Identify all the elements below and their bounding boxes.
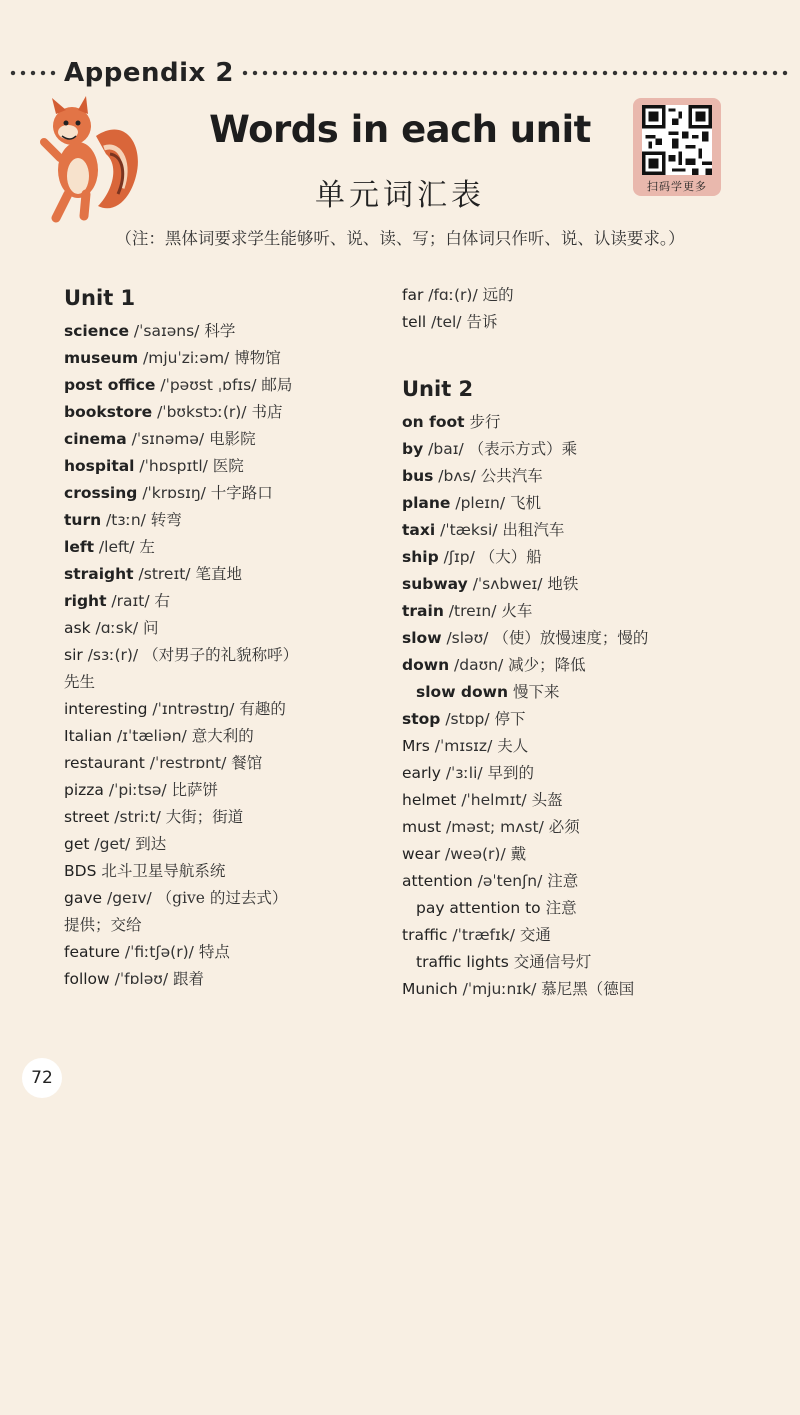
- entry-phonetic: /pleɪn/: [450, 494, 510, 512]
- entry-phonetic: /mjuˈziːəm/: [138, 349, 235, 367]
- entry-meaning: 步行: [469, 413, 501, 431]
- entry-phonetic: /ˈrestrɒnt/: [144, 754, 232, 772]
- entry-word: slow down: [416, 683, 509, 701]
- entry-phonetic: /ˈsaɪəns/: [128, 322, 205, 340]
- entry-word: early: [402, 764, 441, 782]
- entry-phonetic: /əˈtenʃn/: [472, 872, 548, 890]
- entry-phonetic: /ˈpəʊst ˌɒfɪs/: [155, 376, 262, 394]
- entry-phonetic: /ˈpiːtsə/: [103, 781, 172, 799]
- entry-meaning: 问: [142, 619, 159, 637]
- entry-meaning: 火车: [501, 602, 533, 620]
- vocab-entry: [64, 966, 368, 993]
- entry-meaning: 电影院: [209, 430, 256, 448]
- instruction-note: （注：黑体词要求学生能够听、说、读、写；白体词只作听、说、认读要求。）: [115, 229, 685, 248]
- entry-phonetic: /ˈɜːli/: [440, 764, 488, 782]
- entry-meaning: 注意: [545, 899, 577, 917]
- entry-meaning: 医院: [212, 457, 244, 475]
- entry-meaning: （give 的过去式）: [156, 889, 288, 907]
- entry-meaning: 博物馆: [234, 349, 281, 367]
- qr-badge[interactable]: [633, 98, 721, 196]
- entry-meaning: 告诉: [466, 313, 498, 331]
- entry-meaning: 右: [154, 592, 171, 610]
- entry-meaning: 飞机: [510, 494, 542, 512]
- entry-word: wear: [402, 845, 441, 863]
- entry-phonetic: /weə(r)/: [440, 845, 511, 863]
- entry-word: pay attention to: [416, 899, 541, 917]
- entry-meaning: 左: [139, 538, 155, 556]
- entry-meaning: 慢下来: [512, 683, 560, 701]
- dotted-rule-right: [240, 69, 792, 77]
- entry-phonetic: /ˈsɪnəmə/: [126, 430, 210, 448]
- entry-word: Italian: [64, 727, 113, 745]
- entry-meaning: 戴: [510, 845, 527, 863]
- entry-phonetic: /ˈtæksi/: [435, 521, 503, 539]
- entry-meaning: 笔直地: [195, 565, 242, 583]
- entry-phonetic: /baɪ/: [423, 440, 469, 458]
- entry-phonetic: /raɪt/: [106, 592, 155, 610]
- appendix-header: [8, 56, 792, 90]
- entry-word: science: [64, 322, 129, 340]
- entry-meaning: 北斗卫星导航系统: [101, 862, 226, 880]
- qr-label: 扫码学更多: [647, 180, 707, 193]
- entry-word: subway: [402, 575, 468, 593]
- entry-word: street: [64, 808, 110, 826]
- entry-phonetic: /ʃɪp/: [438, 548, 480, 566]
- entry-meaning: （表示方式）乘: [468, 440, 578, 458]
- entry-phonetic: /ˈhelmɪt/: [456, 791, 532, 809]
- unit-1-word-list: [64, 318, 368, 993]
- entry-phonetic: /left/: [93, 538, 140, 556]
- entry-word: must: [402, 818, 442, 836]
- entry-phonetic: /daʊn/: [449, 656, 509, 674]
- entry-meaning: 减少；降低: [508, 656, 586, 674]
- entry-word: cinema: [64, 430, 127, 448]
- entry-meaning: 早到的: [487, 764, 535, 782]
- unit-1-heading: Unit 1: [64, 286, 136, 310]
- entry-word: plane: [402, 494, 451, 512]
- page-subtitle: 单元词汇表: [315, 178, 485, 213]
- entry-word: helmet: [402, 791, 457, 809]
- entry-phonetic: /məst; mʌst/: [441, 818, 549, 836]
- entry-meaning: 提供；交给: [64, 916, 142, 934]
- entry-phonetic: /sɜː(r)/: [82, 646, 144, 664]
- entry-phonetic: /treɪn/: [443, 602, 502, 620]
- entry-word: feature: [64, 943, 120, 961]
- entry-word: right: [64, 592, 107, 610]
- entry-phonetic: /ˈhɒspɪtl/: [134, 457, 213, 475]
- entry-word: traffic lights: [416, 953, 509, 971]
- entry-word: stop: [402, 710, 441, 728]
- entry-phonetic: /bʌs/: [433, 467, 481, 485]
- entry-word: Mrs: [402, 737, 430, 755]
- entry-word: far: [402, 286, 424, 304]
- entry-phonetic: /fɑː(r)/: [423, 286, 483, 304]
- page-title: Words in each unit: [209, 108, 591, 151]
- entry-word: left: [64, 538, 94, 556]
- entry-word: turn: [64, 511, 102, 529]
- entry-phonetic: /ˈbʊkstɔː(r)/: [152, 403, 252, 421]
- entry-meaning: 头盔: [531, 791, 563, 809]
- vocab-entry: [402, 976, 720, 1003]
- entry-word: slow: [402, 629, 442, 647]
- entry-word: follow: [64, 970, 110, 988]
- entry-phonetic: /ˈtræfɪk/: [447, 926, 520, 944]
- entry-meaning: 慕尼黑（德国: [541, 980, 635, 998]
- entry-word: museum: [64, 349, 139, 367]
- qr-code-icon[interactable]: [642, 105, 712, 175]
- entry-word: sir: [64, 646, 83, 664]
- entry-word: Munich: [402, 980, 458, 998]
- entry-word: hospital: [64, 457, 135, 475]
- left-column: [64, 282, 368, 993]
- entry-phonetic: /ˈmɪsɪz/: [429, 737, 498, 755]
- entry-meaning: 地铁: [547, 575, 579, 593]
- entry-meaning: 比萨饼: [171, 781, 219, 799]
- entry-phonetic: /ɪˈtæliən/: [112, 727, 192, 745]
- entry-word: traffic: [402, 926, 448, 944]
- entry-word: taxi: [402, 521, 436, 539]
- entry-meaning: （使）放慢速度；慢的: [493, 629, 649, 647]
- entry-meaning: 公共汽车: [480, 467, 543, 485]
- entry-phonetic: /tel/: [426, 313, 467, 331]
- entry-word: down: [402, 656, 450, 674]
- unit-2-heading: Unit 2: [402, 377, 474, 401]
- page-number: 72: [22, 1058, 62, 1098]
- entry-meaning: 跟着: [173, 970, 205, 988]
- entry-word: BDS: [64, 862, 97, 880]
- entry-meaning: 书店: [251, 403, 283, 421]
- entry-word: bookstore: [64, 403, 153, 421]
- entry-word: attention: [402, 872, 473, 890]
- entry-word: get: [64, 835, 90, 853]
- entry-meaning: 夫人: [497, 737, 529, 755]
- entry-phonetic: /ɑːsk/: [90, 619, 143, 637]
- entry-word: interesting: [64, 700, 148, 718]
- entry-phonetic: /get/: [89, 835, 136, 853]
- entry-phonetic: /streɪt/: [133, 565, 196, 583]
- right-column: [402, 282, 720, 1003]
- entry-word: restaurant: [64, 754, 145, 772]
- entry-meaning: 远的: [482, 286, 514, 304]
- entry-meaning: 意大利的: [191, 727, 254, 745]
- unit-2-word-list: [402, 409, 720, 1003]
- entry-phonetic: /ˈkrɒsɪŋ/: [137, 484, 211, 502]
- entry-phonetic: /ˈmjuːnɪk/: [457, 980, 542, 998]
- entry-phonetic: /sləʊ/: [441, 629, 494, 647]
- entry-word: pizza: [64, 781, 104, 799]
- entry-meaning: 到达: [135, 835, 167, 853]
- entry-meaning: 交通: [519, 926, 551, 944]
- entry-phonetic: /stɒp/: [440, 710, 495, 728]
- entry-meaning: 交通信号灯: [513, 953, 592, 971]
- entry-word: by: [402, 440, 424, 458]
- entry-page-ref: [402, 282, 800, 1415]
- entry-phonetic: /striːt/: [109, 808, 166, 826]
- entry-word: bus: [402, 467, 434, 485]
- entry-meaning: 十字路口: [210, 484, 273, 502]
- entry-meaning: 出租汽车: [502, 521, 565, 539]
- entry-phonetic: /ˈfɒləʊ/: [109, 970, 173, 988]
- entry-word: train: [402, 602, 444, 620]
- entry-meaning: 邮局: [261, 376, 293, 394]
- appendix-label: Appendix 2: [64, 58, 234, 88]
- entry-meaning: 转弯: [150, 511, 182, 529]
- entry-meaning: 先生: [64, 673, 96, 691]
- entry-word: ask: [64, 619, 91, 637]
- entry-word: crossing: [64, 484, 138, 502]
- entry-meaning: 科学: [204, 322, 236, 340]
- entry-word: on foot: [402, 413, 465, 431]
- entry-meaning: 有趣的: [239, 700, 286, 718]
- entry-meaning: 停下: [494, 710, 526, 728]
- entry-meaning: （对男子的礼貌称呼）: [143, 646, 299, 664]
- entry-meaning: （大）船: [479, 548, 542, 566]
- entry-meaning: 必须: [548, 818, 580, 836]
- entry-phonetic: /geɪv/: [102, 889, 157, 907]
- entry-meaning: 大街；街道: [165, 808, 244, 826]
- entry-phonetic: /ˈsʌbweɪ/: [467, 575, 548, 593]
- entry-meaning: 注意: [547, 872, 579, 890]
- entry-word: ship: [402, 548, 439, 566]
- entry-phonetic: /ˈfiːtʃə(r)/: [119, 943, 199, 961]
- entry-meaning: 特点: [198, 943, 230, 961]
- entry-word: post office: [64, 376, 156, 394]
- entry-word: straight: [64, 565, 134, 583]
- entry-word: tell: [402, 313, 427, 331]
- dotted-rule-left: [8, 69, 58, 77]
- entry-word: gave: [64, 889, 103, 907]
- entry-phonetic: /tɜːn/: [101, 511, 151, 529]
- entry-phonetic: /ˈɪntrəstɪŋ/: [147, 700, 240, 718]
- entry-meaning: 餐馆: [231, 754, 263, 772]
